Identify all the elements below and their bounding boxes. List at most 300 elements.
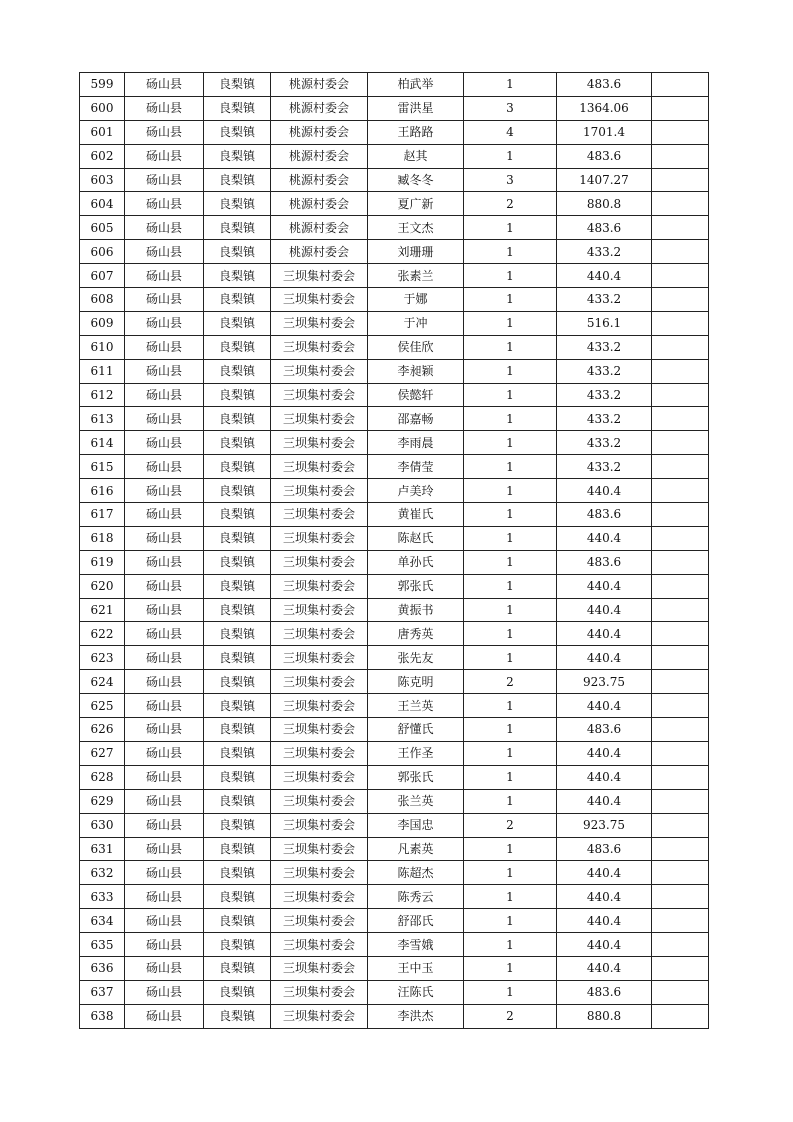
town-cell: 良梨镇 [204, 216, 271, 240]
county-cell: 砀山县 [125, 240, 204, 264]
household-count-cell: 1 [464, 956, 557, 980]
table-row [80, 359, 709, 383]
village-committee-cell: 三坝集村委会 [271, 622, 368, 646]
remark-cell [652, 885, 709, 909]
table-row [80, 861, 709, 885]
county-cell: 砀山县 [125, 288, 204, 312]
amount-cell: 433.2 [557, 383, 652, 407]
table-row [80, 431, 709, 455]
amount-cell: 440.4 [557, 789, 652, 813]
county-cell: 砀山县 [125, 956, 204, 980]
person-name-cell: 李洪杰 [368, 1004, 464, 1028]
town-cell: 良梨镇 [204, 1004, 271, 1028]
household-count-cell: 3 [464, 168, 557, 192]
county-cell: 砀山县 [125, 789, 204, 813]
town-cell: 良梨镇 [204, 550, 271, 574]
row-number-cell: 638 [80, 1004, 125, 1028]
row-number-cell: 627 [80, 741, 125, 765]
household-count-cell: 1 [464, 741, 557, 765]
row-number-cell: 602 [80, 144, 125, 168]
table-row [80, 718, 709, 742]
household-count-cell: 1 [464, 861, 557, 885]
table-row [80, 550, 709, 574]
county-cell: 砀山县 [125, 455, 204, 479]
household-count-cell: 1 [464, 240, 557, 264]
county-cell: 砀山县 [125, 550, 204, 574]
household-count-cell: 1 [464, 144, 557, 168]
row-number-cell: 620 [80, 574, 125, 598]
county-cell: 砀山县 [125, 335, 204, 359]
town-cell: 良梨镇 [204, 526, 271, 550]
remark-cell [652, 646, 709, 670]
town-cell: 良梨镇 [204, 335, 271, 359]
amount-cell: 483.6 [557, 718, 652, 742]
village-committee-cell: 桃源村委会 [271, 192, 368, 216]
county-cell: 砀山县 [125, 598, 204, 622]
row-number-cell: 637 [80, 980, 125, 1004]
row-number-cell: 629 [80, 789, 125, 813]
town-cell: 良梨镇 [204, 96, 271, 120]
village-committee-cell: 三坝集村委会 [271, 646, 368, 670]
county-cell: 砀山县 [125, 503, 204, 527]
amount-cell: 440.4 [557, 598, 652, 622]
town-cell: 良梨镇 [204, 455, 271, 479]
row-number-cell: 634 [80, 909, 125, 933]
person-name-cell: 张先友 [368, 646, 464, 670]
table-body [80, 73, 709, 1029]
table-row [80, 503, 709, 527]
amount-cell: 1407.27 [557, 168, 652, 192]
amount-cell: 440.4 [557, 765, 652, 789]
village-committee-cell: 三坝集村委会 [271, 431, 368, 455]
remark-cell [652, 73, 709, 97]
village-committee-cell: 三坝集村委会 [271, 503, 368, 527]
household-count-cell: 4 [464, 120, 557, 144]
amount-cell: 433.2 [557, 431, 652, 455]
table-row [80, 598, 709, 622]
county-cell: 砀山县 [125, 718, 204, 742]
village-committee-cell: 三坝集村委会 [271, 264, 368, 288]
town-cell: 良梨镇 [204, 73, 271, 97]
remark-cell [652, 837, 709, 861]
county-cell: 砀山县 [125, 933, 204, 957]
town-cell: 良梨镇 [204, 168, 271, 192]
remark-cell [652, 216, 709, 240]
town-cell: 良梨镇 [204, 288, 271, 312]
county-cell: 砀山县 [125, 168, 204, 192]
amount-cell: 440.4 [557, 741, 652, 765]
table-row [80, 885, 709, 909]
row-number-cell: 636 [80, 956, 125, 980]
row-number-cell: 614 [80, 431, 125, 455]
county-cell: 砀山县 [125, 622, 204, 646]
amount-cell: 483.6 [557, 837, 652, 861]
row-number-cell: 601 [80, 120, 125, 144]
village-committee-cell: 三坝集村委会 [271, 694, 368, 718]
row-number-cell: 617 [80, 503, 125, 527]
county-cell: 砀山县 [125, 670, 204, 694]
household-count-cell: 1 [464, 431, 557, 455]
amount-cell: 440.4 [557, 694, 652, 718]
table-row [80, 741, 709, 765]
county-cell: 砀山县 [125, 216, 204, 240]
amount-cell: 440.4 [557, 526, 652, 550]
remark-cell [652, 598, 709, 622]
remark-cell [652, 383, 709, 407]
household-count-cell: 1 [464, 646, 557, 670]
remark-cell [652, 694, 709, 718]
county-cell: 砀山县 [125, 479, 204, 503]
person-name-cell: 王作圣 [368, 741, 464, 765]
county-cell: 砀山县 [125, 694, 204, 718]
town-cell: 良梨镇 [204, 741, 271, 765]
village-committee-cell: 桃源村委会 [271, 96, 368, 120]
person-name-cell: 柏武举 [368, 73, 464, 97]
village-committee-cell: 桃源村委会 [271, 73, 368, 97]
person-name-cell: 王路路 [368, 120, 464, 144]
amount-cell: 483.6 [557, 73, 652, 97]
county-cell: 砀山县 [125, 646, 204, 670]
remark-cell [652, 670, 709, 694]
household-count-cell: 1 [464, 837, 557, 861]
person-name-cell: 李国忠 [368, 813, 464, 837]
person-name-cell: 张兰英 [368, 789, 464, 813]
town-cell: 良梨镇 [204, 694, 271, 718]
table-row [80, 407, 709, 431]
county-cell: 砀山县 [125, 765, 204, 789]
row-number-cell: 622 [80, 622, 125, 646]
household-count-cell: 1 [464, 694, 557, 718]
amount-cell: 516.1 [557, 311, 652, 335]
remark-cell [652, 240, 709, 264]
county-cell: 砀山县 [125, 407, 204, 431]
village-committee-cell: 三坝集村委会 [271, 335, 368, 359]
town-cell: 良梨镇 [204, 956, 271, 980]
row-number-cell: 606 [80, 240, 125, 264]
household-count-cell: 1 [464, 980, 557, 1004]
household-count-cell: 1 [464, 622, 557, 646]
table-row [80, 909, 709, 933]
person-name-cell: 雷洪星 [368, 96, 464, 120]
county-cell: 砀山县 [125, 741, 204, 765]
county-cell: 砀山县 [125, 96, 204, 120]
row-number-cell: 616 [80, 479, 125, 503]
row-number-cell: 635 [80, 933, 125, 957]
person-name-cell: 王兰英 [368, 694, 464, 718]
household-count-cell: 1 [464, 789, 557, 813]
town-cell: 良梨镇 [204, 311, 271, 335]
person-name-cell: 于娜 [368, 288, 464, 312]
person-name-cell: 邵嘉畅 [368, 407, 464, 431]
remark-cell [652, 288, 709, 312]
person-name-cell: 王文杰 [368, 216, 464, 240]
amount-cell: 440.4 [557, 861, 652, 885]
town-cell: 良梨镇 [204, 431, 271, 455]
remark-cell [652, 455, 709, 479]
person-name-cell: 陈克明 [368, 670, 464, 694]
person-name-cell: 李雨晨 [368, 431, 464, 455]
amount-cell: 923.75 [557, 670, 652, 694]
amount-cell: 440.4 [557, 622, 652, 646]
amount-cell: 433.2 [557, 359, 652, 383]
amount-cell: 440.4 [557, 574, 652, 598]
table-row [80, 622, 709, 646]
row-number-cell: 623 [80, 646, 125, 670]
county-cell: 砀山县 [125, 526, 204, 550]
county-cell: 砀山县 [125, 1004, 204, 1028]
town-cell: 良梨镇 [204, 383, 271, 407]
amount-cell: 483.6 [557, 216, 652, 240]
village-committee-cell: 三坝集村委会 [271, 550, 368, 574]
town-cell: 良梨镇 [204, 885, 271, 909]
village-committee-cell: 桃源村委会 [271, 240, 368, 264]
remark-cell [652, 622, 709, 646]
person-name-cell: 夏广新 [368, 192, 464, 216]
row-number-cell: 618 [80, 526, 125, 550]
table-row [80, 144, 709, 168]
remark-cell [652, 741, 709, 765]
village-committee-cell: 三坝集村委会 [271, 359, 368, 383]
town-cell: 良梨镇 [204, 646, 271, 670]
table-row [80, 168, 709, 192]
village-committee-cell: 桃源村委会 [271, 120, 368, 144]
table-row [80, 980, 709, 1004]
town-cell: 良梨镇 [204, 574, 271, 598]
village-committee-cell: 三坝集村委会 [271, 837, 368, 861]
remark-cell [652, 264, 709, 288]
town-cell: 良梨镇 [204, 622, 271, 646]
person-name-cell: 汪陈氏 [368, 980, 464, 1004]
remark-cell [652, 359, 709, 383]
table-row [80, 933, 709, 957]
person-name-cell: 黄振书 [368, 598, 464, 622]
table-row [80, 335, 709, 359]
county-cell: 砀山县 [125, 359, 204, 383]
row-number-cell: 610 [80, 335, 125, 359]
person-name-cell: 李倩莹 [368, 455, 464, 479]
amount-cell: 440.4 [557, 479, 652, 503]
town-cell: 良梨镇 [204, 837, 271, 861]
row-number-cell: 607 [80, 264, 125, 288]
person-name-cell: 陈秀云 [368, 885, 464, 909]
amount-cell: 923.75 [557, 813, 652, 837]
amount-cell: 483.6 [557, 503, 652, 527]
household-count-cell: 1 [464, 933, 557, 957]
town-cell: 良梨镇 [204, 813, 271, 837]
row-number-cell: 624 [80, 670, 125, 694]
village-committee-cell: 三坝集村委会 [271, 980, 368, 1004]
person-name-cell: 舒懂氏 [368, 718, 464, 742]
remark-cell [652, 526, 709, 550]
household-count-cell: 1 [464, 574, 557, 598]
remark-cell [652, 168, 709, 192]
row-number-cell: 630 [80, 813, 125, 837]
person-name-cell: 张素兰 [368, 264, 464, 288]
remark-cell [652, 192, 709, 216]
row-number-cell: 600 [80, 96, 125, 120]
village-committee-cell: 三坝集村委会 [271, 455, 368, 479]
remark-cell [652, 1004, 709, 1028]
person-name-cell: 于冲 [368, 311, 464, 335]
remark-cell [652, 479, 709, 503]
town-cell: 良梨镇 [204, 503, 271, 527]
remark-cell [652, 407, 709, 431]
household-count-cell: 2 [464, 192, 557, 216]
beneficiary-table [79, 72, 709, 1029]
town-cell: 良梨镇 [204, 670, 271, 694]
village-committee-cell: 三坝集村委会 [271, 909, 368, 933]
table-row [80, 789, 709, 813]
remark-cell [652, 765, 709, 789]
person-name-cell: 陈超杰 [368, 861, 464, 885]
remark-cell [652, 980, 709, 1004]
town-cell: 良梨镇 [204, 240, 271, 264]
remark-cell [652, 431, 709, 455]
remark-cell [652, 335, 709, 359]
household-count-cell: 2 [464, 813, 557, 837]
county-cell: 砀山县 [125, 192, 204, 216]
remark-cell [652, 574, 709, 598]
town-cell: 良梨镇 [204, 598, 271, 622]
county-cell: 砀山县 [125, 861, 204, 885]
household-count-cell: 2 [464, 1004, 557, 1028]
county-cell: 砀山县 [125, 837, 204, 861]
household-count-cell: 1 [464, 383, 557, 407]
table-row [80, 240, 709, 264]
village-committee-cell: 三坝集村委会 [271, 718, 368, 742]
village-committee-cell: 三坝集村委会 [271, 574, 368, 598]
village-committee-cell: 三坝集村委会 [271, 813, 368, 837]
village-committee-cell: 三坝集村委会 [271, 288, 368, 312]
row-number-cell: 611 [80, 359, 125, 383]
person-name-cell: 李昶颖 [368, 359, 464, 383]
table-row [80, 264, 709, 288]
amount-cell: 433.2 [557, 288, 652, 312]
village-committee-cell: 三坝集村委会 [271, 598, 368, 622]
table-row [80, 837, 709, 861]
table-row [80, 73, 709, 97]
household-count-cell: 1 [464, 455, 557, 479]
village-committee-cell: 三坝集村委会 [271, 861, 368, 885]
row-number-cell: 631 [80, 837, 125, 861]
table-row [80, 694, 709, 718]
household-count-cell: 1 [464, 264, 557, 288]
amount-cell: 1701.4 [557, 120, 652, 144]
row-number-cell: 632 [80, 861, 125, 885]
town-cell: 良梨镇 [204, 144, 271, 168]
person-name-cell: 赵其 [368, 144, 464, 168]
village-committee-cell: 三坝集村委会 [271, 479, 368, 503]
village-committee-cell: 三坝集村委会 [271, 933, 368, 957]
person-name-cell: 凡素英 [368, 837, 464, 861]
household-count-cell: 1 [464, 335, 557, 359]
village-committee-cell: 三坝集村委会 [271, 670, 368, 694]
town-cell: 良梨镇 [204, 718, 271, 742]
remark-cell [652, 120, 709, 144]
row-number-cell: 612 [80, 383, 125, 407]
row-number-cell: 615 [80, 455, 125, 479]
table-row [80, 120, 709, 144]
village-committee-cell: 桃源村委会 [271, 168, 368, 192]
person-name-cell: 李雪娥 [368, 933, 464, 957]
town-cell: 良梨镇 [204, 861, 271, 885]
remark-cell [652, 96, 709, 120]
remark-cell [652, 144, 709, 168]
remark-cell [652, 718, 709, 742]
amount-cell: 1364.06 [557, 96, 652, 120]
town-cell: 良梨镇 [204, 120, 271, 144]
household-count-cell: 1 [464, 885, 557, 909]
amount-cell: 483.6 [557, 980, 652, 1004]
household-count-cell: 1 [464, 526, 557, 550]
person-name-cell: 郭张氏 [368, 765, 464, 789]
amount-cell: 440.4 [557, 646, 652, 670]
household-count-cell: 1 [464, 288, 557, 312]
county-cell: 砀山县 [125, 264, 204, 288]
village-committee-cell: 三坝集村委会 [271, 407, 368, 431]
person-name-cell: 王中玉 [368, 956, 464, 980]
amount-cell: 433.2 [557, 407, 652, 431]
household-count-cell: 1 [464, 73, 557, 97]
household-count-cell: 1 [464, 909, 557, 933]
remark-cell [652, 933, 709, 957]
amount-cell: 433.2 [557, 335, 652, 359]
person-name-cell: 舒邵氏 [368, 909, 464, 933]
town-cell: 良梨镇 [204, 765, 271, 789]
town-cell: 良梨镇 [204, 264, 271, 288]
county-cell: 砀山县 [125, 574, 204, 598]
village-committee-cell: 三坝集村委会 [271, 741, 368, 765]
household-count-cell: 1 [464, 765, 557, 789]
table-row [80, 813, 709, 837]
village-committee-cell: 三坝集村委会 [271, 383, 368, 407]
row-number-cell: 605 [80, 216, 125, 240]
amount-cell: 440.4 [557, 909, 652, 933]
remark-cell [652, 813, 709, 837]
person-name-cell: 陈赵氏 [368, 526, 464, 550]
row-number-cell: 609 [80, 311, 125, 335]
village-committee-cell: 三坝集村委会 [271, 956, 368, 980]
row-number-cell: 633 [80, 885, 125, 909]
village-committee-cell: 三坝集村委会 [271, 311, 368, 335]
table-row [80, 216, 709, 240]
table-row [80, 96, 709, 120]
household-count-cell: 1 [464, 550, 557, 574]
remark-cell [652, 789, 709, 813]
village-committee-cell: 三坝集村委会 [271, 885, 368, 909]
county-cell: 砀山县 [125, 73, 204, 97]
row-number-cell: 608 [80, 288, 125, 312]
county-cell: 砀山县 [125, 431, 204, 455]
amount-cell: 433.2 [557, 455, 652, 479]
county-cell: 砀山县 [125, 813, 204, 837]
county-cell: 砀山县 [125, 980, 204, 1004]
village-committee-cell: 桃源村委会 [271, 144, 368, 168]
person-name-cell: 黄崔氏 [368, 503, 464, 527]
table-row [80, 956, 709, 980]
county-cell: 砀山县 [125, 120, 204, 144]
village-committee-cell: 三坝集村委会 [271, 789, 368, 813]
town-cell: 良梨镇 [204, 407, 271, 431]
household-count-cell: 1 [464, 311, 557, 335]
person-name-cell: 单孙氏 [368, 550, 464, 574]
household-count-cell: 2 [464, 670, 557, 694]
household-count-cell: 1 [464, 503, 557, 527]
table-row [80, 526, 709, 550]
table-row [80, 383, 709, 407]
row-number-cell: 619 [80, 550, 125, 574]
amount-cell: 440.4 [557, 885, 652, 909]
